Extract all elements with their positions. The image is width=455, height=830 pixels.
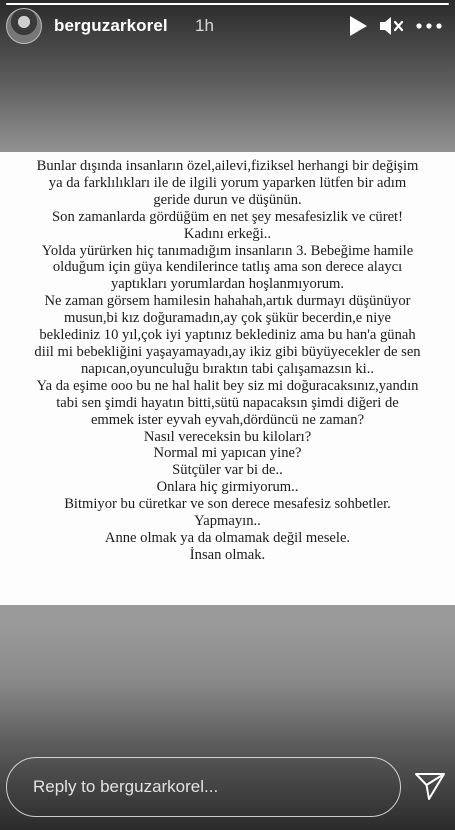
story-header [0, 6, 455, 46]
story-text-line: Bunlar dışında insanların özel,ailevi,fiziksel herhangi bir değişim [36, 158, 419, 174]
story-text-line: yaptıkları yorumlardan hoşlanmıyorum. [110, 276, 345, 293]
story-text-line: İnsan olmak. [189, 546, 266, 563]
story-text-line: Yapmayın.. [194, 513, 261, 530]
avatar[interactable] [6, 8, 42, 44]
story-text-line: diil mi bebekliğini yaşayamayadı,ay ikiz gibi büyüyecekler de sen [34, 343, 421, 360]
story-text-line: Normal mi yapıcan yine? [153, 445, 302, 462]
story-text-line: geride durun ve düşünün. [153, 191, 302, 208]
story-text-line: napıcan,oyunculuğu bıraktın tabi çalışamazsın ki.. [80, 360, 374, 377]
story-text [0, 152, 455, 564]
story-text-line: beklediniz 10 yıl,çok iyi yaptınız beklediniz ama bu han'a günah [39, 327, 416, 344]
mute-icon[interactable] [378, 14, 406, 38]
story-text-line: Son zamanlarda gördüğüm en net şey mesafesizlik ve cüret! [52, 208, 403, 225]
story-text-line: Yolda yürürken hiç tanımadığım insanların 3. Bebeğime hamile [41, 242, 414, 259]
more-icon[interactable] [414, 14, 444, 38]
story-text-line: tabi sen şimdi hayatın bitti,sütü napacaksın şimdi diğeri de [56, 394, 399, 411]
reply-placeholder: Reply to berguzarkorel... [33, 777, 219, 796]
story-text-card [0, 152, 455, 605]
story-text-line: emmek ister eyvah eyvah,dördüncü ne zaman? [90, 411, 365, 428]
story-text-line: Bitmiyor bu cüretkar ve son derece mesafesiz sohbetler. [64, 496, 391, 513]
post-time: 1h [195, 16, 214, 35]
reply-input[interactable] [6, 757, 401, 817]
story-text-line: Kadını erkeği.. [183, 225, 272, 242]
story-progress-bar [6, 3, 449, 5]
send-icon[interactable] [410, 768, 450, 804]
story-text-line: Ne zaman görsem hamilesin hahahah,artık durmayı düşünüyor [44, 293, 411, 310]
story-text-line: Onlara hiç girmiyorum.. [156, 479, 299, 496]
story-text-line: olduğum için güya kendilerince tatlış ama son derece alaycı [52, 259, 403, 276]
story-text-line: Anne olmak ya da olmamak değil mesele. [104, 529, 351, 546]
story-text-line: musun,bi kız doğuramadın,ay çok şükür becerdin,e niye [63, 310, 392, 327]
story-progress-fill [6, 3, 449, 5]
story-text-line: Sütçüler var bi de.. [172, 462, 283, 479]
story-text-line: ya da farklılıkları ile de ilgili yorum yaparken lütfen bir adım [48, 174, 407, 191]
story-text-line: Ya da eşime ooo bu ne hal halit bey siz mi doğuracaksınız,yandın [36, 377, 419, 394]
story-text-line: Nasıl vereceksin bu kiloları? [143, 428, 312, 445]
username[interactable]: berguzarkorel [54, 16, 168, 35]
play-icon[interactable] [346, 14, 370, 38]
